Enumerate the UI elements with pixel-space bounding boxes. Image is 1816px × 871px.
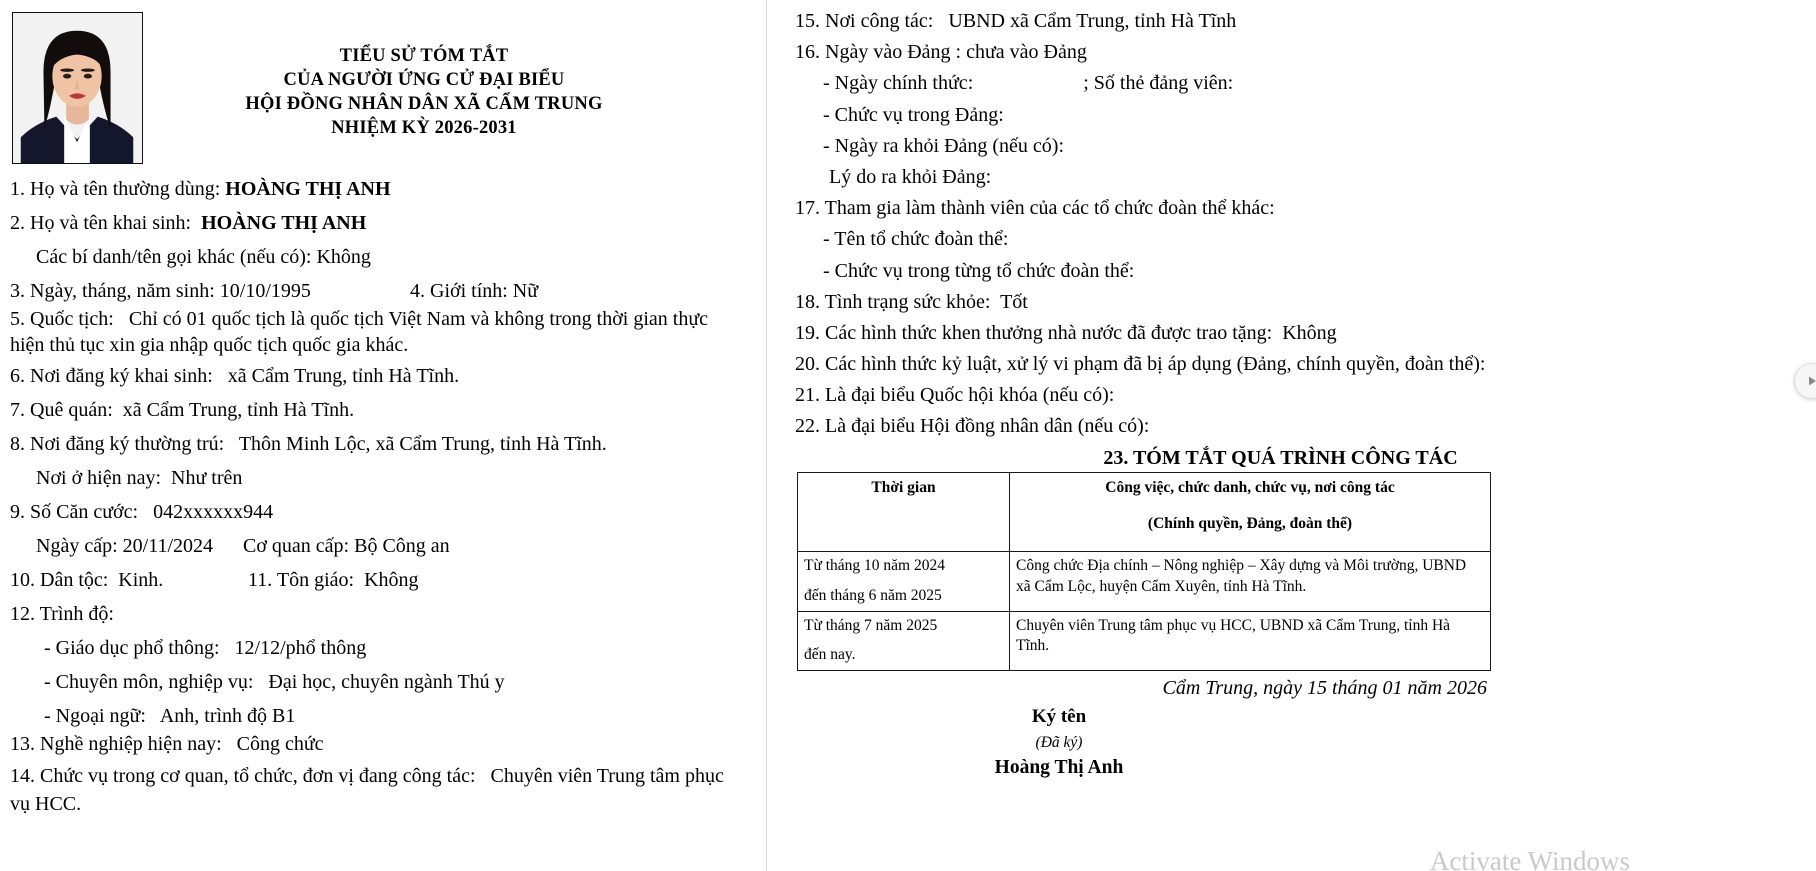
field-id-number: 9. Số Căn cước: 042xxxxxx944 — [10, 501, 274, 524]
table-header-row — [798, 472, 1491, 552]
activate-windows-watermark: Activate Windows — [1429, 846, 1630, 871]
signature-label: Ký tên — [1031, 706, 1087, 728]
field-gender: 4. Giới tính: Nữ — [410, 280, 539, 302]
document-right-column — [766, 0, 1816, 871]
field-birth-name — [10, 208, 751, 239]
title-line-3: HỘI ĐỒNG NHÂN DÂN XÃ CẨM TRUNG — [245, 94, 603, 115]
table-row — [798, 552, 1491, 612]
field-general-education: - Giáo dục phổ thông: 12/12/phổ thông — [44, 637, 367, 660]
document-left-column — [0, 0, 765, 871]
field-birth-registration-place: 6. Nơi đăng ký khai sinh: xã Cẩm Trung, tỉnh Hà Tĩnh. — [10, 365, 460, 388]
cell-time-2-line2: đến nay. — [804, 646, 856, 664]
field-party-exit-reason: Lý do ra khỏi Đảng: — [829, 165, 992, 188]
field-party-position: - Chức vụ trong Đảng: — [823, 103, 1004, 126]
field-nationality-line1: 5. Quốc tịch: Chỉ có 01 quốc tịch là quốc tịch Việt Nam và không trong thời gian thực — [10, 308, 709, 330]
signature-name: Hoàng Thị Anh — [994, 757, 1124, 779]
field-id-issue: Ngày cấp: 20/11/2024 Cơ quan cấp: Bộ Công an — [36, 535, 450, 558]
field-disciplinary-actions: 20. Các hình thức kỷ luật, xử lý vi phạm đã bị áp dụng (Đảng, chính quyền, đoàn thể): — [795, 353, 1486, 376]
cell-time-1-line2: đến tháng 6 năm 2025 — [804, 586, 942, 604]
cell-work-2: Chuyên viên Trung tâm phục vụ HCC, UBND xã Cẩm Trung, tỉnh Hà Tĩnh. — [1010, 611, 1491, 671]
column-header-time: Thời gian — [798, 472, 1010, 552]
field-current-occupation: 13. Nghề nghiệp hiện nay: Công chức — [10, 733, 324, 756]
field-health-status: 18. Tình trạng sức khỏe: Tốt — [795, 290, 1028, 313]
column-header-work-main: Công việc, chức danh, chức vụ, nơi công tác — [1105, 478, 1395, 496]
field-nationality-line2: hiện thủ tục xin gia nhập quốc tịch quốc gia khác. — [10, 333, 409, 356]
field-hometown: 7. Quê quán: xã Cẩm Trung, tỉnh Hà Tĩnh. — [10, 399, 355, 422]
table-row — [798, 611, 1491, 671]
field-professional-qualification: - Chuyên môn, nghiệp vụ: Đại học, chuyên ngành Thú y — [44, 671, 505, 694]
field-full-name-common — [10, 174, 751, 205]
field-current-residence: Nơi ở hiện nay: Như trên — [36, 467, 243, 490]
field-state-awards: 19. Các hình thức khen thưởng nhà nước đã được trao tặng: Không — [795, 321, 1337, 344]
column-header-work-sub: (Chính quyền, Đảng, đoàn thể) — [1147, 515, 1353, 533]
field-party-exit-date: - Ngày ra khỏi Đảng (nếu có): — [823, 134, 1065, 157]
field-date-of-birth: 3. Ngày, tháng, năm sinh: 10/10/1995 — [10, 280, 311, 302]
field-label-1: 1. Họ và tên thường dùng: — [10, 178, 226, 200]
field-peoples-council-deputy: 22. Là đại biểu Hội đồng nhân dân (nếu có): — [795, 415, 1150, 438]
field-current-position-line2: vụ HCC. — [10, 792, 82, 815]
cell-time-2 — [798, 611, 1010, 671]
section-23-title: 23. TÓM TẮT QUÁ TRÌNH CÔNG TÁC — [1103, 446, 1458, 469]
field-ethnicity: 10. Dân tộc: Kinh. — [10, 569, 164, 592]
signature-signed-note: (Đã ký) — [1035, 733, 1083, 751]
cell-time-1 — [798, 552, 1010, 612]
field-party-official-date: - Ngày chính thức: ; Số thẻ đảng viên: — [823, 72, 1234, 95]
title-line-1: TIỂU SỬ TÓM TẮT — [339, 46, 509, 66]
field-current-position-line1: 14. Chức vụ trong cơ quan, tổ chức, đơn vị đang công tác: Chuyên viên Trung tâm phục — [10, 764, 724, 787]
field-foreign-language: - Ngoại ngữ: Anh, trình độ B1 — [44, 705, 296, 728]
field-value-1: HOÀNG THỊ ANH — [225, 178, 391, 200]
field-national-assembly-deputy: 21. Là đại biểu Quốc hội khóa (nếu có): — [795, 384, 1115, 407]
field-permanent-residence: 8. Nơi đăng ký thường trú: Thôn Minh Lộc, xã Cẩm Trung, tỉnh Hà Tĩnh. — [10, 433, 607, 456]
title-line-4: NHIỆM KỲ 2026-2031 — [331, 118, 517, 139]
cell-work-1: Công chức Địa chính – Nông nghiệp – Xây dựng và Môi trường, UBND xã Cẩm Lộc, huyện Cẩm Xuyên, tỉnh Hà Tĩnh. — [1010, 552, 1491, 612]
document-header — [10, 6, 751, 164]
field-workplace: 15. Nơi công tác: UBND xã Cẩm Trung, tỉnh Hà Tĩnh — [795, 10, 1237, 32]
field-mass-organizations: 17. Tham gia làm thành viên của các tổ chức đoàn thể khác: — [795, 197, 1275, 220]
field-organization-position: - Chức vụ trong từng tổ chức đoàn thể: — [823, 259, 1135, 282]
field-dob-gender-row — [10, 276, 751, 307]
field-ethnicity-religion-row — [10, 565, 751, 596]
column-header-work — [1010, 472, 1491, 552]
field-organization-name: - Tên tổ chức đoàn thể: — [823, 228, 1009, 251]
candidate-photo — [12, 12, 143, 164]
field-education-header: 12. Trình độ: — [10, 603, 114, 626]
document-title-block — [143, 6, 751, 140]
career-history-table — [797, 472, 1491, 672]
field-religion: 11. Tôn giáo: Không — [248, 569, 419, 592]
field-label-2: 2. Họ và tên khai sinh: — [10, 212, 202, 234]
field-party-join-date: 16. Ngày vào Đảng : chưa vào Đảng — [795, 41, 1087, 64]
cell-time-2-line1: Từ tháng 7 năm 2025 — [804, 616, 938, 634]
field-aliases: Các bí danh/tên gọi khác (nếu có): Không — [36, 246, 371, 268]
cell-time-1-line1: Từ tháng 10 năm 2024 — [804, 557, 945, 575]
signature-block — [797, 673, 1491, 782]
signature-place-date: Cẩm Trung, ngày 15 tháng 01 năm 2026 — [1162, 677, 1487, 700]
field-value-2: HOÀNG THỊ ANH — [201, 212, 367, 234]
title-line-2: CỦA NGƯỜI ỨNG CỬ ĐẠI BIỂU — [283, 70, 565, 91]
